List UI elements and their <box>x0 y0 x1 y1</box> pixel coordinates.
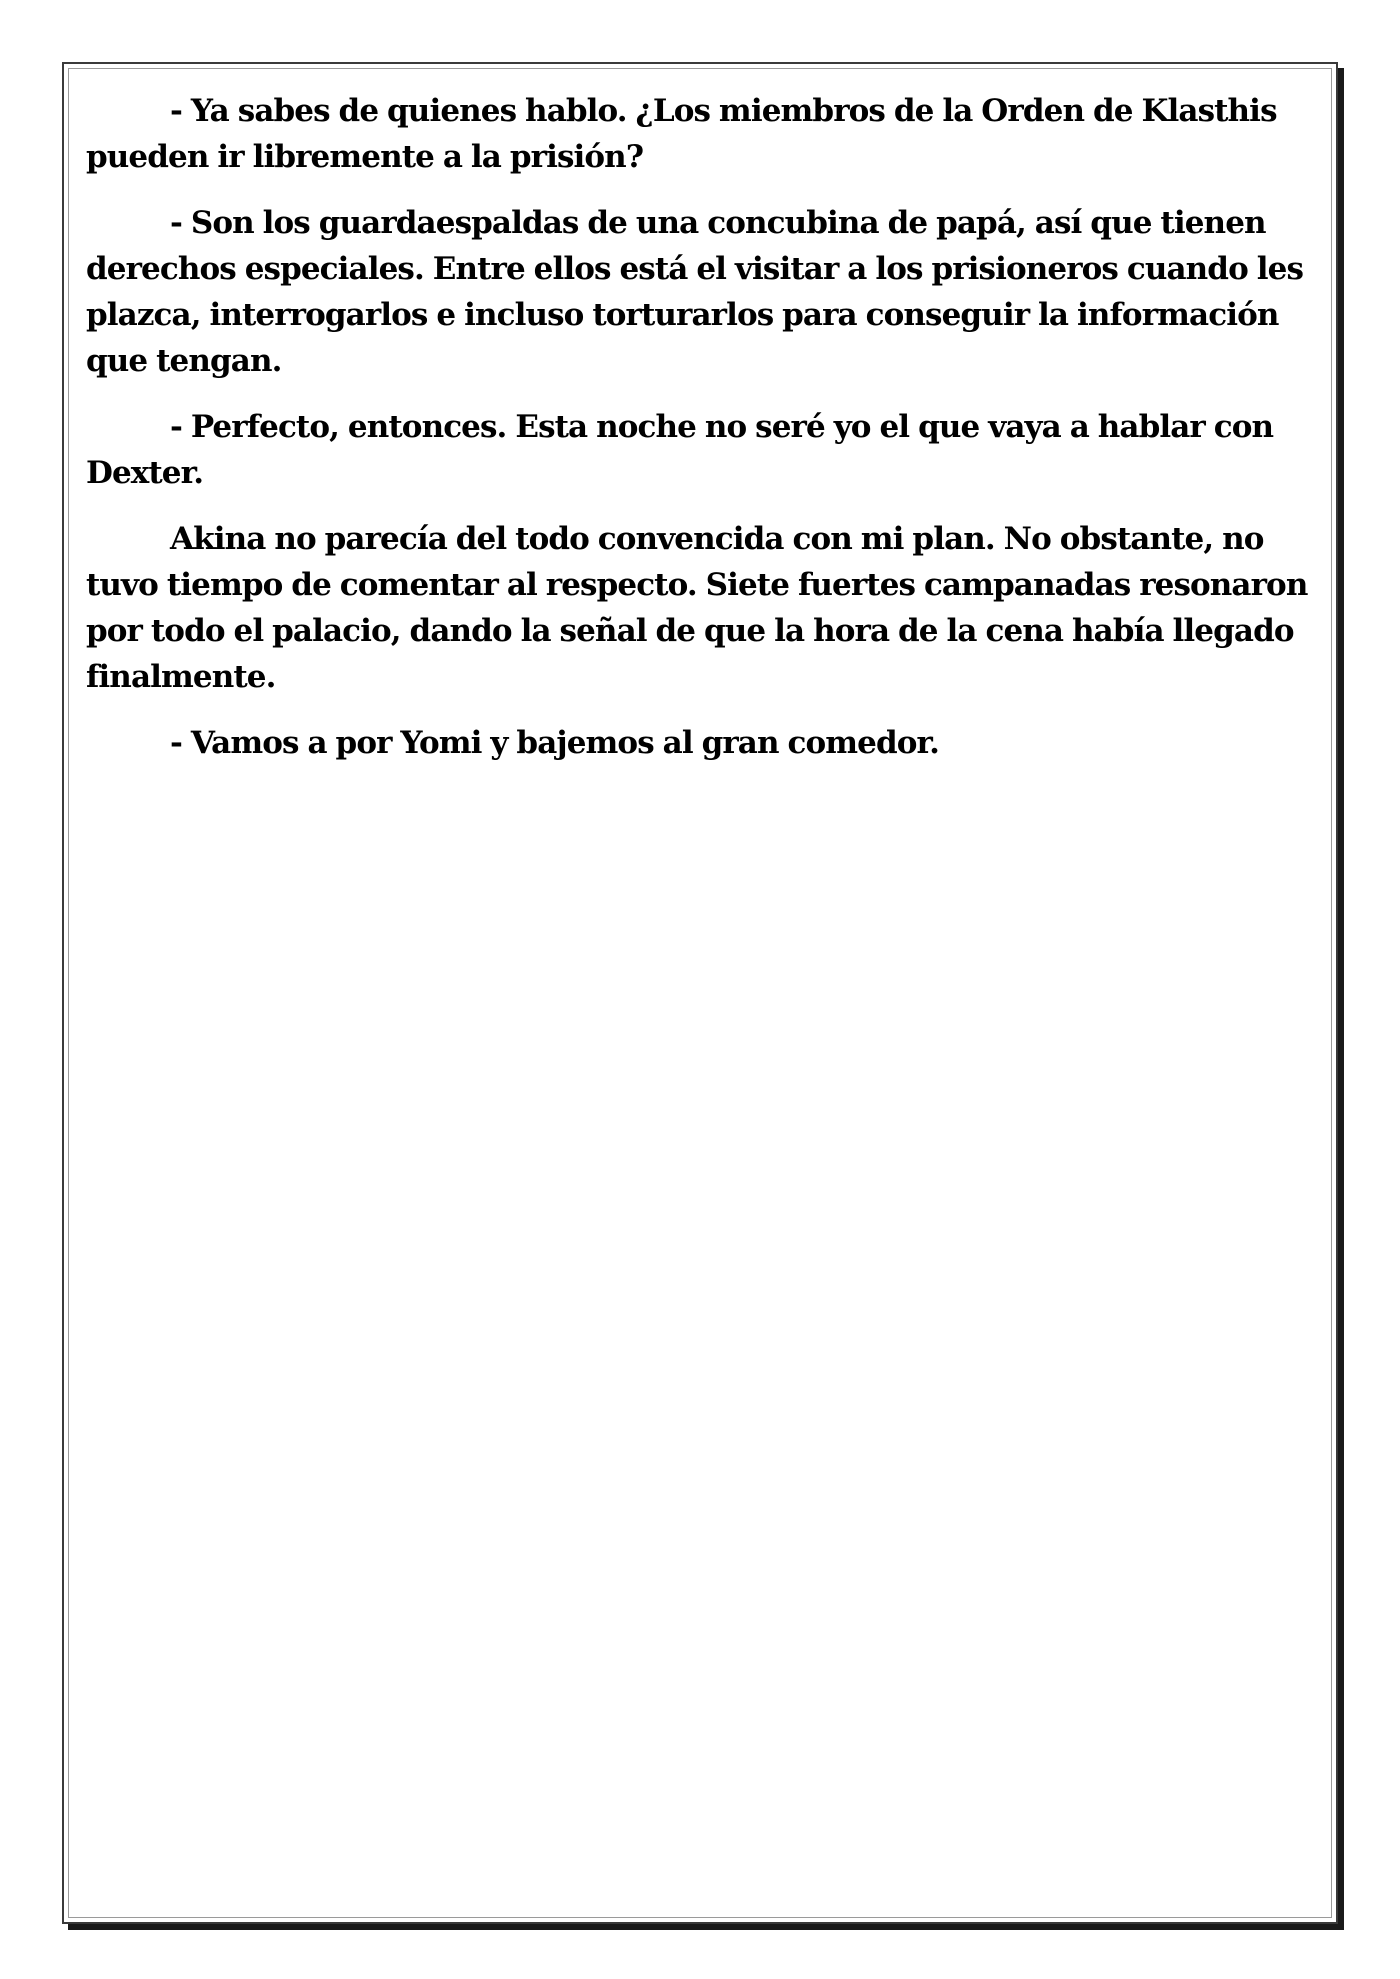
text-body <box>86 88 1318 786</box>
paragraph-4: Akina no parecía del todo convencida con mi plan. No obstante, no tuvo tiempo de comentar al respecto. Siete fuertes campanadas resonaron por todo el palacio, dando la señal de que la hora de la cena había llegado finalmente. <box>86 521 1308 695</box>
paragraph-3: - Perfecto, entonces. Esta noche no seré yo el que vaya a hablar con Dexter. <box>86 409 1274 491</box>
paragraph-1: - Ya sabes de quienes hablo. ¿Los miembros de la Orden de Klasthis pueden ir libremente a la prisión? <box>86 93 1277 175</box>
page-frame <box>62 62 1338 1924</box>
paragraph-2: - Son los guardaespaldas de una concubina de papá, así que tienen derechos especiales. Entre ellos está el visitar a los prisioneros cuando les plazca, interrogarlos e incluso torturarlos para conseguir la información que tengan. <box>86 205 1304 379</box>
paragraph-5: - Vamos a por Yomi y bajemos al gran comedor. <box>170 725 940 761</box>
